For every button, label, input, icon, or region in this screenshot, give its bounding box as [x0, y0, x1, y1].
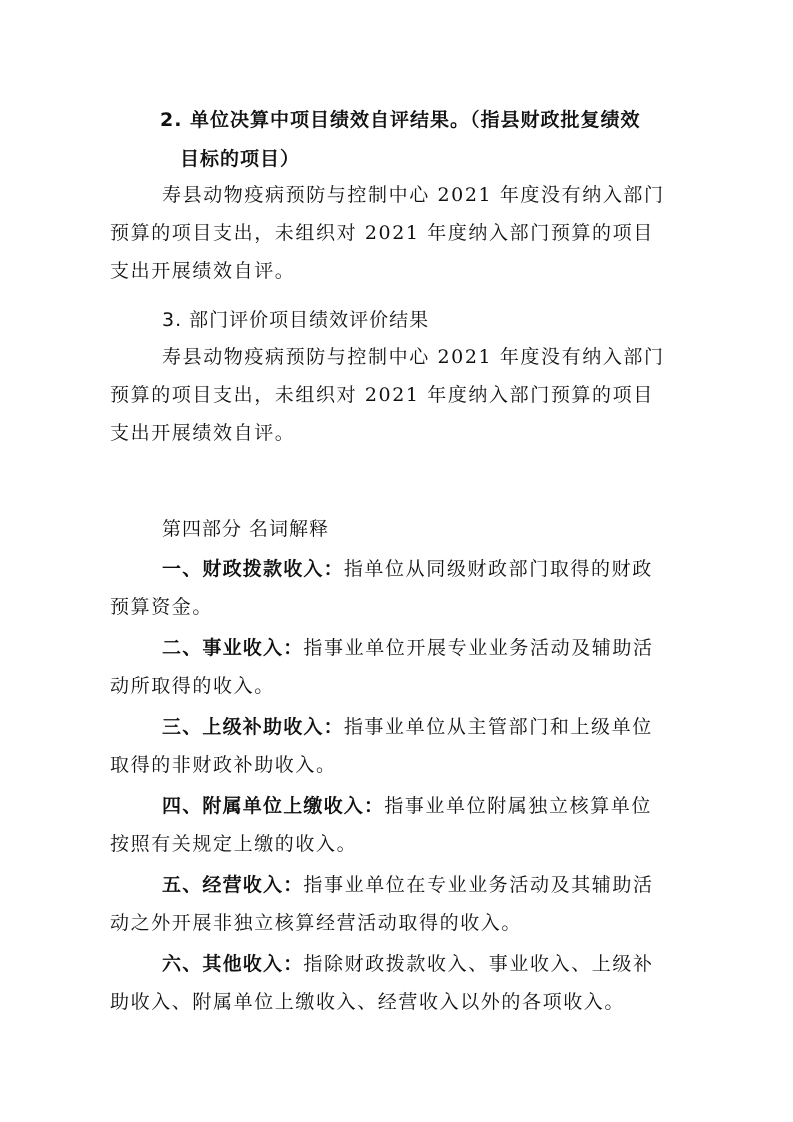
section2-heading-line1: 2. 单位决算中项目绩效自评结果。（指县财政批复绩效	[160, 109, 641, 131]
term-6-line1	[162, 950, 654, 978]
term-2-line1	[162, 634, 654, 662]
term-5-line2: 动之外开展非独立核算经营活动取得的收入。	[110, 912, 523, 934]
term-6-label: 六、其他收入：	[162, 953, 304, 975]
term-5-label: 五、经营收入：	[162, 874, 304, 896]
section3-body-line3: 支出开展绩效自评。	[110, 422, 296, 444]
term-4-def: 指事业单位附属独立核算单位	[384, 795, 653, 817]
term-1-line2: 预算资金。	[110, 596, 214, 618]
part4-title: 第四部分 名词解释	[162, 518, 330, 540]
term-2-line2: 动所取得的收入。	[110, 675, 275, 697]
term-4-line2: 按照有关规定上缴的收入。	[110, 833, 358, 855]
section2-body-line2: 预算的项目支出，未组织对 2021 年度纳入部门预算的项目	[110, 222, 654, 244]
section3-body-line2: 预算的项目支出，未组织对 2021 年度纳入部门预算的项目	[110, 384, 654, 406]
section2-body-line1: 寿县动物疫病预防与控制中心 2021 年度没有纳入部门	[162, 184, 665, 206]
section3-body-line1: 寿县动物疫病预防与控制中心 2021 年度没有纳入部门	[162, 346, 665, 368]
term-2-def: 指事业单位开展专业业务活动及辅助活	[303, 637, 654, 659]
term-3-line1	[162, 713, 653, 741]
term-3-def: 指事业单位从主管部门和上级单位	[343, 716, 653, 738]
term-6-def: 指除财政拨款收入、事业收入、上级补	[303, 953, 654, 975]
section2-body-line3: 支出开展绩效自评。	[110, 260, 296, 282]
section3-heading: 3. 部门评价项目绩效评价结果	[162, 309, 430, 331]
term-3-line2: 取得的非财政补助收入。	[110, 754, 337, 776]
term-5-line1	[162, 871, 654, 899]
term-4-label: 四、附属单位上缴收入：	[162, 795, 385, 817]
section2-heading-line2: 目标的项目）	[180, 148, 301, 170]
term-3-label: 三、上级补助收入：	[162, 716, 344, 738]
term-5-def: 指事业单位在专业业务活动及其辅助活	[303, 874, 654, 896]
term-6-line2: 助收入、附属单位上缴收入、经营收入以外的各项收入。	[110, 991, 626, 1013]
term-1-line1	[162, 555, 653, 583]
term-2-label: 二、事业收入：	[162, 637, 304, 659]
term-1-def: 指单位从同级财政部门取得的财政	[343, 558, 653, 580]
term-4-line1	[162, 792, 652, 820]
term-1-label: 一、财政拨款收入：	[162, 558, 344, 580]
